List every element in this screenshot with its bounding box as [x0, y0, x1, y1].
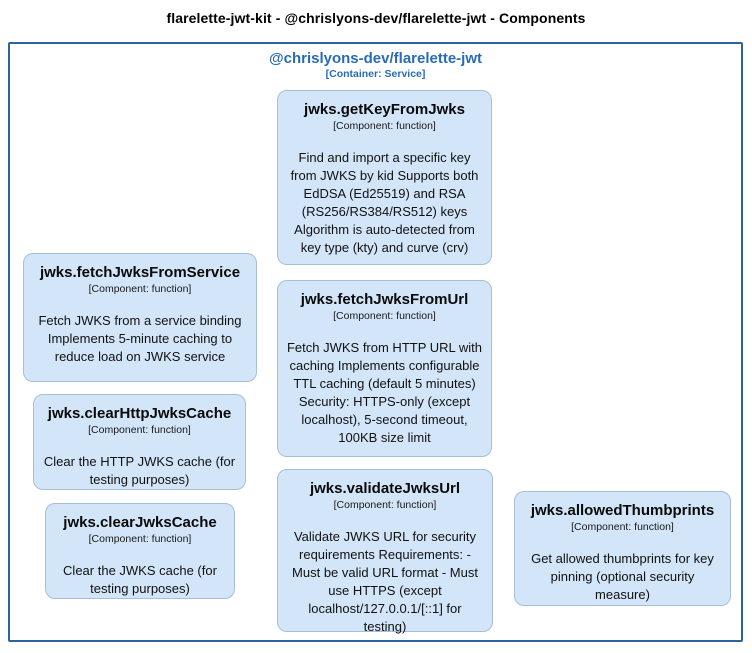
component-title: jwks.clearJwksCache: [63, 514, 217, 531]
component-node-validateJwksUrl[interactable]: [277, 469, 493, 632]
component-description: Clear the HTTP JWKS cache (for testing purposes): [43, 454, 236, 487]
component-node-fetchJwksFromUrl[interactable]: [277, 280, 492, 457]
component-title: jwks.allowedThumbprints: [530, 502, 715, 519]
component-meta: [Component: function]: [333, 310, 436, 322]
component-description: Validate JWKS URL for security requirements Requirements: - Must be valid URL format - Must use HTTPS (except localhost/127.0.0.1/[::1] for testing): [292, 529, 478, 634]
component-title: jwks.validateJwksUrl: [309, 480, 461, 497]
component-node-getKeyFromJwks[interactable]: [277, 90, 492, 265]
component-meta: [Component: function]: [333, 120, 436, 132]
container-meta: [Container: Service]: [325, 68, 426, 80]
component-title: jwks.fetchJwksFromUrl: [300, 291, 469, 308]
component-title: jwks.clearHttpJwksCache: [47, 405, 232, 422]
component-meta: [Component: function]: [571, 521, 674, 533]
component-description: Fetch JWKS from a service binding Implements 5-minute caching to reduce load on JWKS service: [38, 313, 242, 364]
component-node-clearJwksCache[interactable]: [45, 503, 235, 599]
component-title: jwks.fetchJwksFromService: [39, 264, 241, 281]
container-title: @chrislyons-dev/flarelette-jwt: [268, 50, 483, 67]
component-node-fetchJwksFromService[interactable]: [23, 253, 257, 382]
component-description: Fetch JWKS from HTTP URL with caching Implements configurable TTL caching (default 5 minutes) Security: HTTPS-only (except localhost), 5-second timeout, 100KB size limit: [286, 340, 483, 445]
component-meta: [Component: function]: [333, 499, 437, 511]
component-node-allowedThumbprints[interactable]: [514, 491, 731, 606]
component-meta: [Component: function]: [88, 283, 192, 295]
component-title: jwks.getKeyFromJwks: [304, 101, 465, 118]
component-description: Get allowed thumbprints for key pinning (optional security measure): [531, 551, 714, 602]
component-node-clearHttpJwksCache[interactable]: [33, 394, 246, 490]
component-meta: [Component: function]: [88, 533, 192, 545]
component-description: Find and import a specific key from JWKS by kid Supports both EdDSA (Ed25519) and RSA (RS256/RS384/RS512) keys Algorithm is auto-detected from key type (kty) and curve (crv): [290, 150, 479, 255]
component-meta: [Component: function]: [88, 424, 191, 436]
diagram-title: flarelette-jwt-kit - @chrislyons-dev/flarelette-jwt - Components: [166, 10, 586, 26]
component-description: Clear the JWKS cache (for testing purposes): [63, 563, 217, 596]
